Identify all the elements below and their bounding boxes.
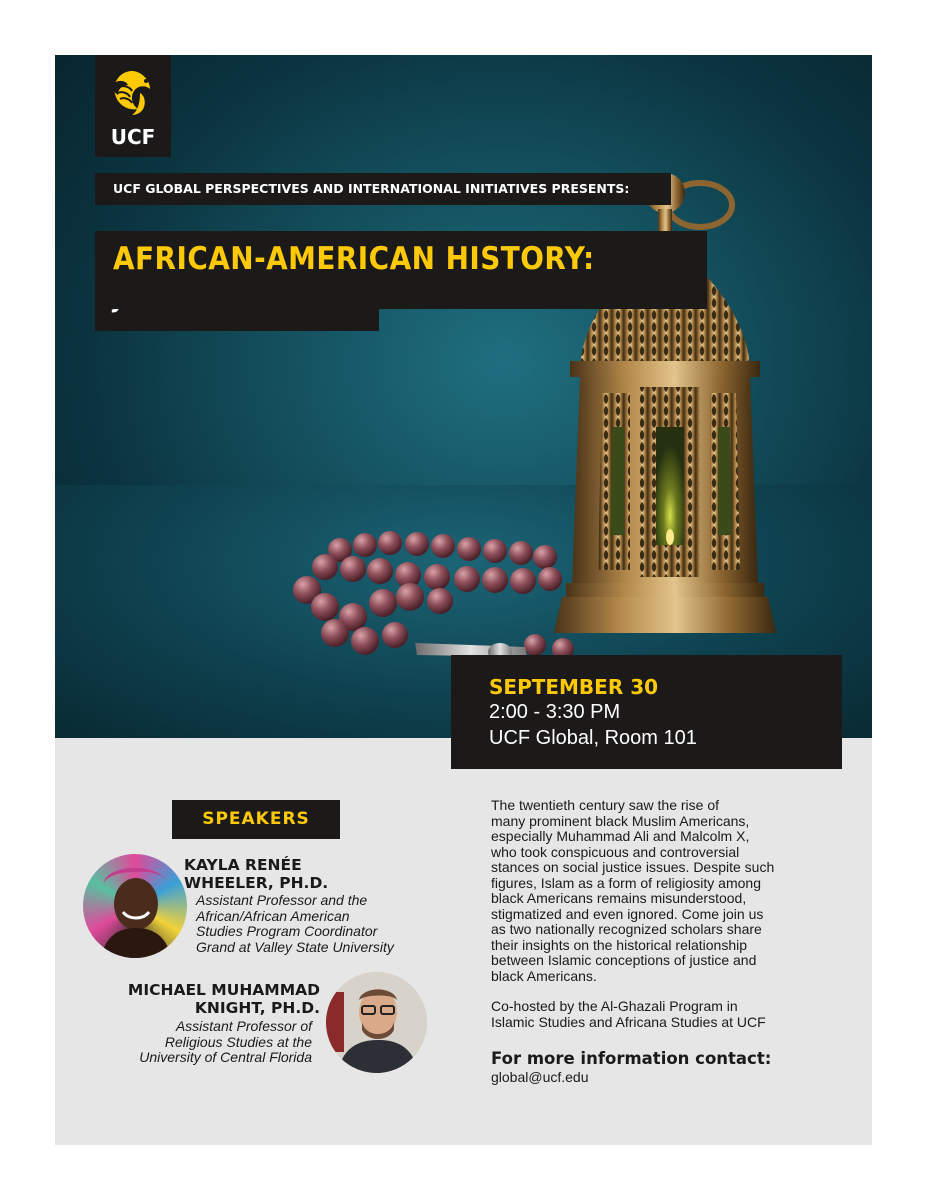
speakers-heading: SPEAKERS [172,800,340,839]
event-description: The twentieth century saw the rise of many prominent black Muslim Americans, especially Muhammad Ali and Malcolm X, who took conspicuous and controversial stances on social justice issues. Despite such figures, Islam as a form of religiosity among black Americans remains misunderstood, stigmatized and even ignored. Come join us as two nationally recognized scholars share their insights on the historical relationship between Islamic conceptions of justice and black Americans. [491,797,775,984]
contact-heading: For more information contact: [491,1049,772,1068]
logo-wordmark: UCF [110,125,156,149]
speaker-1-name: KAYLA RENÉE WHEELER, PH.D. [184,856,329,892]
event-details-box [451,655,842,769]
event-location: UCF Global, Room 101 [489,727,697,749]
ucf-logo [95,55,171,157]
speaker-1-title: Assistant Professor and the African/African American Studies Program Coordinator Grand at Valley State University [196,892,394,955]
event-date: SEPTEMBER 30 [489,675,659,699]
event-poster [55,55,872,1145]
event-time: 2:00 - 3:30 PM [489,701,621,723]
speaker-2-portrait [326,972,427,1073]
speaker-1-avatar [83,854,187,958]
hero-photo [55,55,872,738]
speaker-2-name: MICHAEL MUHAMMAD KNIGHT, PH.D. [127,981,320,1017]
title-box [95,231,707,309]
presenter-banner: UCF GLOBAL PERSPECTIVES AND INTERNATIONAL INITIATIVES PRESENTS: [95,173,671,205]
pegasus-icon [110,67,156,119]
speaker-2-title: Assistant Professor of Religious Studies at the University of Central Florida [139,1018,312,1065]
speaker-2-avatar [326,972,427,1073]
speaker-1-portrait [83,854,187,958]
event-title: AFRICAN-AMERICAN HISTORY: [113,241,595,277]
cohost-note: Co-hosted by the Al-Ghazali Program in Islamic Studies and Africana Studies at UCF [491,998,766,1030]
contact-email[interactable]: global@ucf.edu [491,1069,589,1085]
